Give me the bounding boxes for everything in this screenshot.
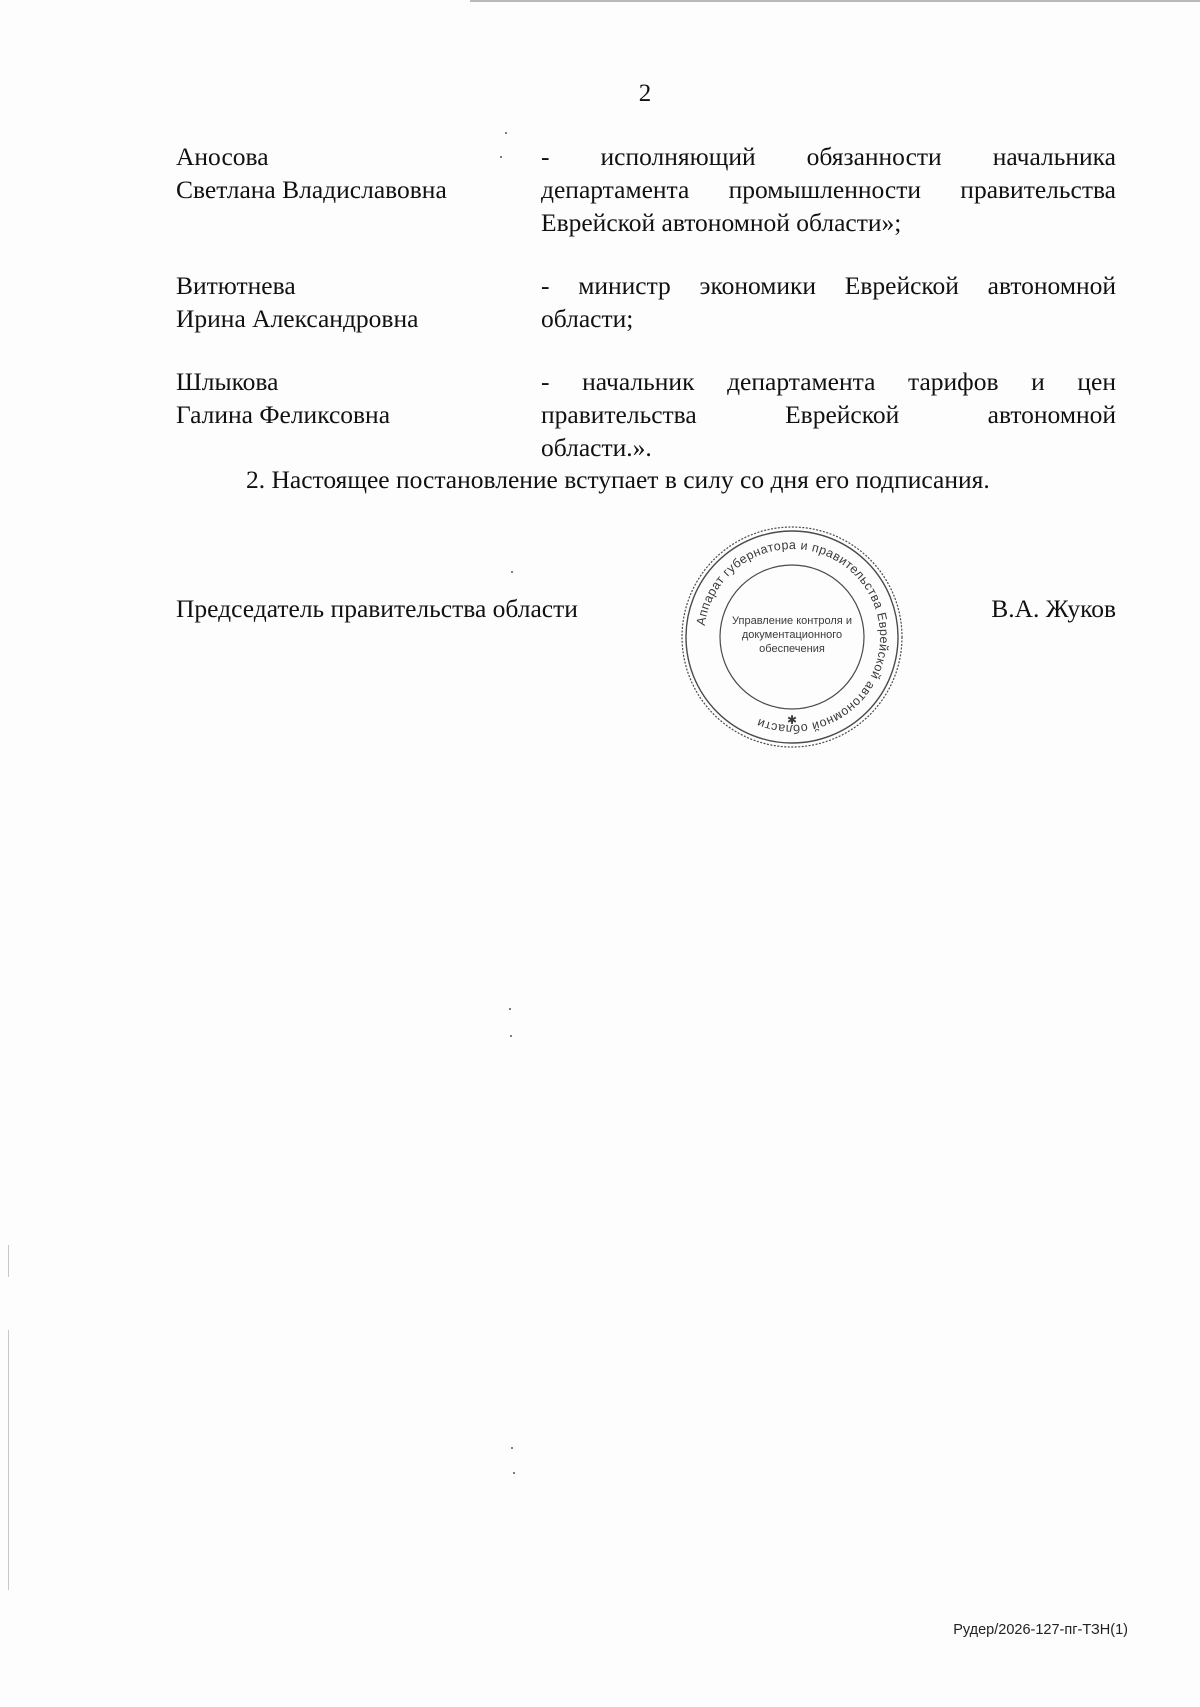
scan-speck: [511, 571, 513, 573]
member-surname: Аносова: [176, 142, 269, 171]
member-role: [541, 269, 1116, 335]
member-name: [176, 269, 541, 335]
seal-stamp-graphic: [679, 524, 905, 750]
member-role: [541, 365, 1116, 464]
page-number: 2: [638, 80, 652, 107]
member-role-line: Еврейской автономной области»;: [541, 208, 902, 237]
scan-edge-mark: [8, 1245, 9, 1277]
member-role: [541, 140, 1116, 239]
member-role-line: - министр экономики Еврейской автономной: [541, 271, 1116, 300]
scan-speck: [510, 1035, 512, 1037]
scan-edge-line: [470, 0, 1200, 2]
member-given-names: Ирина Александровна: [176, 304, 419, 333]
scan-edge-mark: [8, 1330, 9, 1590]
scan-speck: [505, 132, 507, 134]
seal-center-line-1: Управление контроля и: [732, 615, 852, 627]
signatory-position: Председатель правительства области: [176, 594, 578, 623]
member-entry: [176, 365, 1116, 464]
clause-2: 2. Настоящее постановление вступает в силу со дня его подписания.: [246, 465, 990, 494]
scan-speck: [513, 1472, 515, 1474]
scan-speck: [509, 1008, 511, 1010]
member-name: [176, 365, 541, 464]
member-role-line: - исполняющий обязанности начальника: [541, 142, 1116, 171]
members-list: [176, 140, 1116, 464]
member-role-line: области;: [541, 304, 634, 333]
member-given-names: Галина Феликсовна: [176, 400, 391, 429]
seal-center-line-2: документационного: [741, 629, 843, 641]
member-role-line: департамента промышленности правительства: [541, 175, 1116, 204]
member-surname: Шлыкова: [176, 367, 279, 396]
seal-star-icon: ✱: [786, 713, 798, 727]
member-name: [176, 140, 541, 239]
member-role-line: - начальник департамента тарифов и цен: [541, 367, 1116, 396]
member-entry: [176, 269, 1116, 335]
document-reference-code: Рудер/2026-127-пг-ТЗН(1): [953, 1622, 1128, 1638]
member-surname: Витютнева: [176, 271, 296, 300]
official-seal: [679, 524, 905, 750]
member-entry: [176, 140, 1116, 239]
scan-speck: [511, 1447, 513, 1449]
scan-speck: [500, 156, 502, 158]
member-role-line: области.».: [541, 433, 652, 462]
signatory-name: В.А. Жуков: [991, 594, 1116, 623]
member-role-line: правительства Еврейской автономной: [541, 400, 1116, 429]
seal-outer-text: Аппарат губернатора и правительства Еврейской автономной области: [693, 537, 892, 737]
member-given-names: Светлана Владиславовна: [176, 175, 447, 204]
seal-center-line-3: обеспечения: [759, 643, 825, 655]
